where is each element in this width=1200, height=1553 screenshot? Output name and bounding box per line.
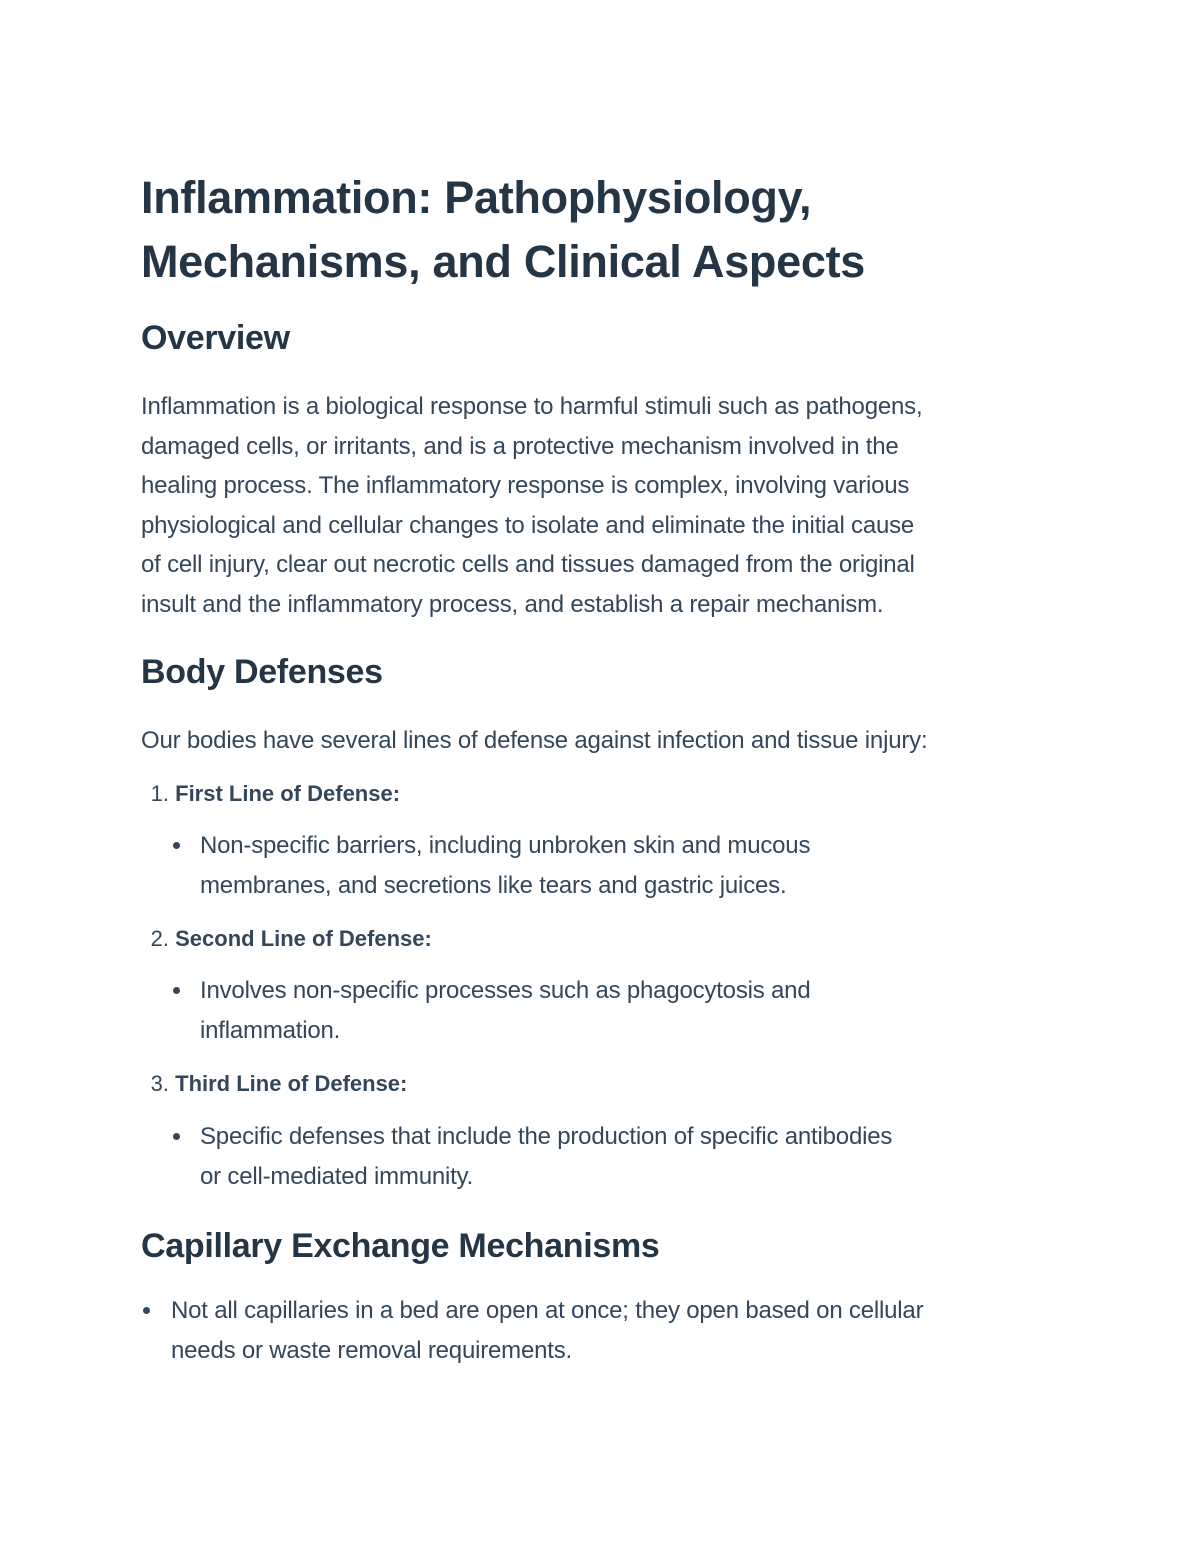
paragraph-line: healing process. The inflammatory response is complex, involving various — [141, 472, 910, 500]
body-defenses-intro — [141, 721, 1066, 761]
list-number: 1. — [150, 781, 169, 806]
defense-list-item — [139, 779, 400, 809]
paragraph-line: Our bodies have several lines of defense against infection and tissue injury: — [141, 727, 928, 754]
defense-list-item — [139, 924, 432, 954]
list-bullet-text — [171, 1291, 923, 1371]
list-item-label: First Line of Defense: — [175, 781, 401, 806]
paragraph-line: Inflammation is a biological response to harmful stimuli such as pathogens, — [141, 393, 923, 420]
list-item-label: Second Line of Defense: — [175, 926, 432, 951]
bullet-line: needs or waste removal requirements. — [171, 1337, 572, 1364]
paragraph-line: insult and the inflammatory process, and establish a repair mechanism. — [141, 590, 884, 618]
title-line: Inflammation: Pathophysiology, — [141, 172, 812, 223]
paragraph-line: of cell injury, clear out necrotic cells and tissues damaged from the original — [141, 551, 915, 579]
bullet-line: Not all capillaries in a bed are open at once; they open based on cellular — [171, 1297, 924, 1324]
list-bullet-text — [200, 826, 810, 906]
bullet-icon — [173, 842, 180, 849]
bullet-line: membranes, and secretions like tears and gastric juices. — [200, 872, 787, 899]
bullet-line: or cell-mediated immunity. — [200, 1163, 474, 1190]
defense-list-item — [139, 1069, 407, 1099]
bullet-icon — [173, 1133, 180, 1140]
bullet-icon — [173, 987, 180, 994]
paragraph-line: damaged cells, or irritants, and is a protective mechanism involved in the — [141, 432, 899, 460]
title-line: Mechanisms, and Clinical Aspects — [141, 236, 865, 287]
bullet-icon — [143, 1307, 150, 1314]
bullet-line: Specific defenses that include the production of specific antibodies — [200, 1123, 893, 1150]
overview-heading: Overview — [141, 319, 290, 357]
list-bullet-text — [200, 971, 810, 1051]
page-title — [141, 166, 1066, 294]
list-bullet-text — [200, 1117, 892, 1197]
overview-paragraph — [141, 387, 1066, 625]
bullet-line: Non-specific barriers, including unbroken skin and mucous — [200, 832, 811, 859]
list-item-label: Third Line of Defense: — [175, 1071, 408, 1096]
capillary-heading: Capillary Exchange Mechanisms — [141, 1227, 660, 1265]
bullet-line: Involves non-specific processes such as phagocytosis and — [200, 977, 811, 1004]
body-defenses-heading: Body Defenses — [141, 653, 383, 691]
paragraph-line: physiological and cellular changes to isolate and eliminate the initial cause — [141, 511, 915, 539]
bullet-line: inflammation. — [200, 1017, 341, 1044]
list-number: 2. — [150, 926, 169, 951]
list-number: 3. — [150, 1071, 169, 1096]
